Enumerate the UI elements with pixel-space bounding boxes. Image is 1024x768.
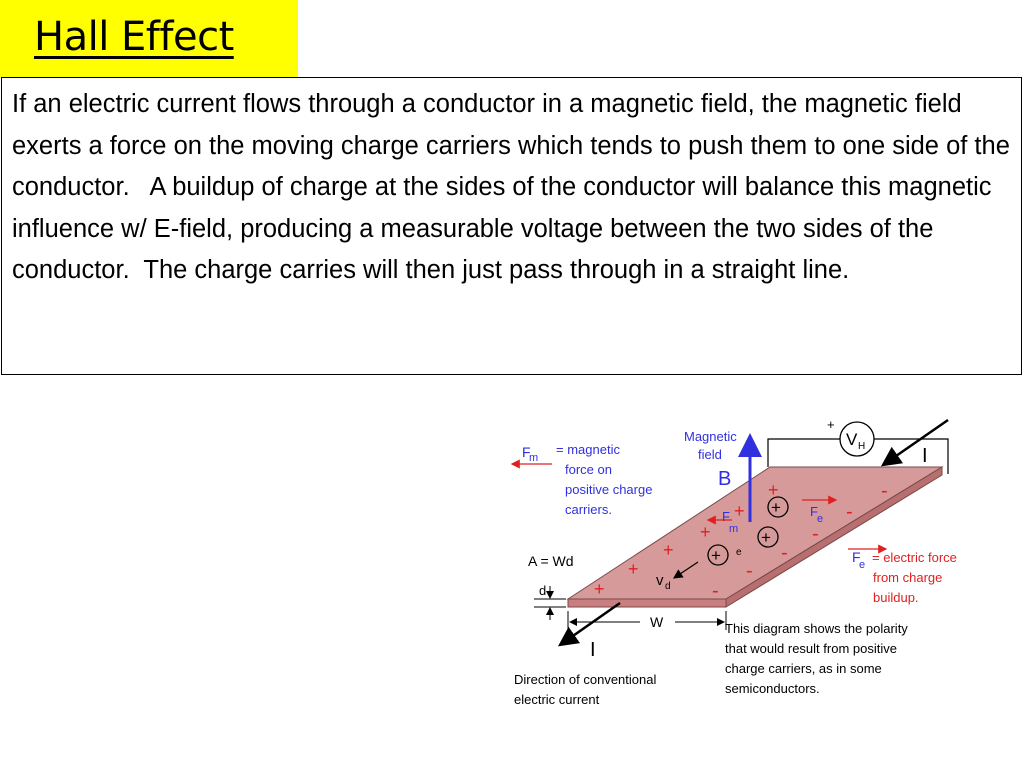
fm-legend-symbol: F [522,444,531,460]
carrier-e-sub: e [736,547,742,558]
polarity-caption-2: that would result from positive [725,641,897,656]
slide-title: Hall Effect [34,14,234,60]
plus-charge-5: + [628,559,639,579]
current-caption-1: Direction of conventional [514,672,657,687]
area-label: A = Wd [528,553,574,569]
minus-charge-6: - [712,580,719,602]
carrier-3-plus: + [711,546,721,565]
plus-charge-6: + [594,579,605,599]
fe-legend-sub: e [859,559,866,571]
d-label: d [539,583,547,598]
hall-effect-svg [500,412,980,722]
carrier-1-plus: + [771,498,781,517]
fm-legend-line-4: carriers. [565,502,612,517]
plus-charge-4: + [663,540,674,560]
hall-effect-diagram [500,412,980,722]
current-bottom-label: I [590,639,596,661]
fe-slab-sub: e [817,513,824,525]
vh-sub: H [858,441,866,452]
fe-legend-line-2: from charge [873,570,943,585]
minus-charge-1: - [881,480,888,502]
plus-charge-3: + [700,522,711,542]
magnetic-field-label-1: Magnetic [684,429,737,444]
vh-plus: + [827,417,835,432]
fm-slab-symbol: F [722,509,730,524]
fe-legend-line-3: buildup. [873,590,919,605]
current-in-arrow [883,420,948,465]
fe-legend-symbol: F [852,549,861,565]
vd-label: v [656,572,664,589]
fm-legend-sub: m [529,452,539,464]
slab-front-face [568,599,726,607]
fm-slab-sub: m [729,523,739,535]
polarity-caption-3: charge carriers, as in some [725,661,882,676]
current-top-label: I [922,445,928,467]
fe-legend-line-1: = electric force [872,550,957,565]
fm-legend-line-1: = magnetic [556,442,620,457]
polarity-caption-4: semiconductors. [725,681,820,696]
fm-legend-line-3: positive charge [565,482,653,497]
b-label: B [718,468,732,490]
minus-charge-3: - [812,523,819,545]
current-caption-2: electric current [514,692,600,707]
polarity-caption-1: This diagram shows the polarity [725,621,908,636]
plus-charge-2: + [734,501,745,521]
vh-label: V [846,430,858,449]
magnetic-field-label-2: field [698,447,722,462]
minus-charge-2: - [846,501,853,523]
vd-sub: d [665,581,671,592]
fe-slab-symbol: F [810,504,818,519]
carrier-2-plus: + [761,528,771,547]
w-label: W [650,614,664,630]
title-highlight [0,0,298,78]
voltmeter-wire [768,439,840,467]
minus-charge-5: - [746,560,753,582]
description-paragraph: If an electric current flows through a conductor in a magnetic field, the magnetic field exerts a force on the moving charge carriers which tends to push them to one side of the conductor. A buildup of charge at the sides of the conductor will balance this magnetic influence w/ E-field, producing a measurable voltage between the two sides of the conductor. The charge carries will then just pass through in a straight line. [12,90,1017,284]
description-box [1,77,1022,375]
minus-charge-4: - [781,542,788,564]
plus-charge-1: + [768,480,779,500]
fm-legend-line-2: force on [565,462,612,477]
